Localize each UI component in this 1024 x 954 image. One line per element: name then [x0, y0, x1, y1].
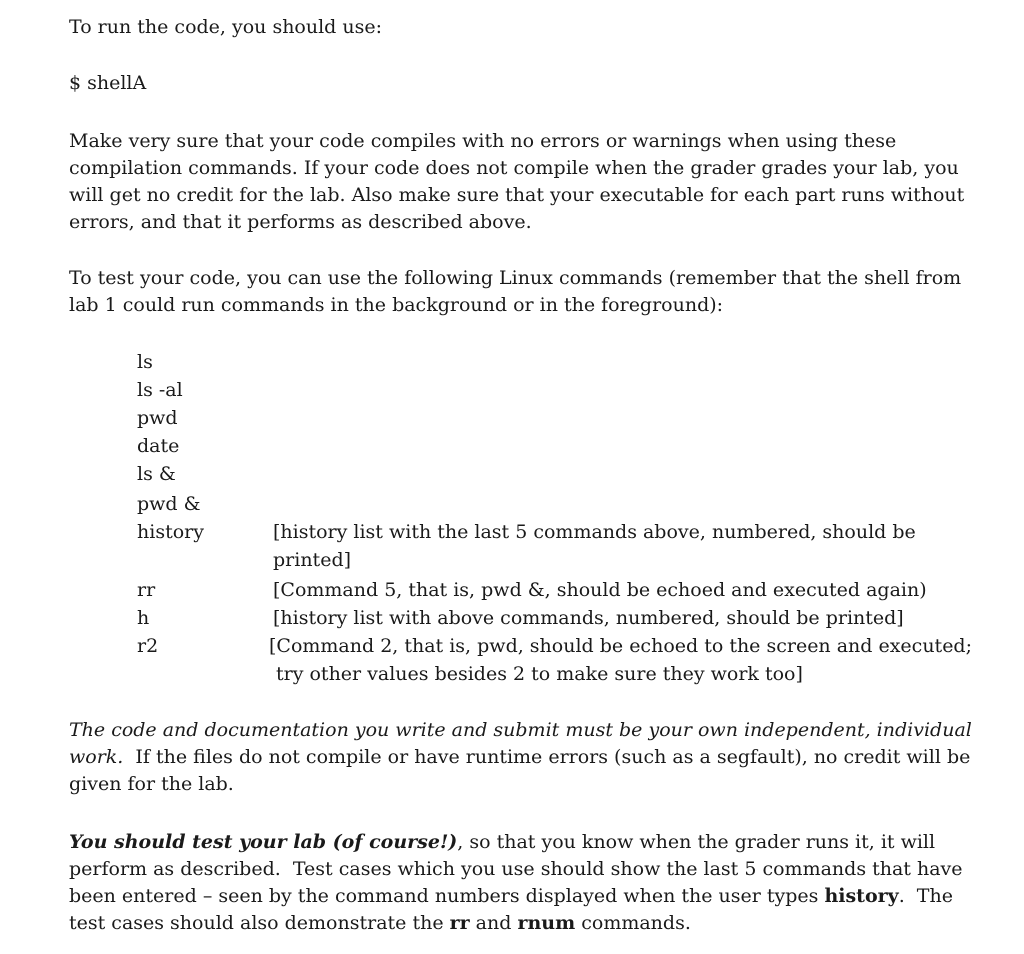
compile-paragraph [69, 128, 969, 236]
paragraph-line [69, 910, 969, 937]
paragraph-line: compilation commands. If your code does not compile when the grader grades your lab, you [69, 157, 959, 179]
command-ls-bg: ls & [137, 463, 176, 485]
testing-text: test cases should also demonstrate the [69, 912, 450, 934]
command-h-desc: [history list with above commands, numbered, should be printed] [273, 607, 904, 629]
testing-text: . The [898, 885, 953, 907]
command-r2-desc: [Command 2, that is, pwd, should be echoed to the screen and executed; [269, 635, 972, 657]
paragraph-line [69, 717, 972, 744]
paragraph-line: To test your code, you can use the following Linux commands (remember that the shell from [69, 267, 962, 289]
command-history-desc: printed] [273, 549, 352, 571]
command-r2: r2 [137, 635, 159, 657]
command-pwd: pwd [137, 407, 178, 429]
paragraph-line: errors, and that it performs as described above. [69, 211, 532, 233]
paragraph-line: lab 1 could run commands in the background or in the foreground): [69, 294, 724, 316]
testing-text: and [469, 912, 518, 934]
testing-text: commands. [575, 912, 691, 934]
command-h: h [137, 607, 150, 629]
command-rr-desc: [Command 5, that is, pwd &, should be echoed and executed again) [273, 579, 927, 601]
integrity-paragraph [69, 717, 972, 798]
test-intro-paragraph [69, 265, 969, 319]
rr-keyword: rr [449, 912, 470, 934]
command-date: date [137, 435, 180, 457]
integrity-italic: The code and documentation you write and submit must be your own independent, individual [69, 719, 972, 741]
paragraph-line [69, 744, 969, 771]
integrity-text: If the files do not compile or have runtime errors (such as a segfault), no credit will be [123, 746, 971, 768]
run-heading: To run the code, you should use: [69, 16, 383, 38]
rnum-keyword: rnum [517, 912, 576, 934]
paragraph-line: given for the lab. [69, 773, 234, 795]
paragraph-line: will get no credit for the lab. Also make sure that your executable for each part runs without [69, 184, 965, 206]
testing-emphasis: You should test your lab (of course!) [69, 831, 458, 853]
testing-paragraph [69, 829, 969, 937]
paragraph-line: Make very sure that your code compiles with no errors or warnings when using these [69, 130, 897, 152]
history-keyword: history [824, 885, 899, 907]
testing-text: been entered – seen by the command numbers displayed when the user types [69, 885, 825, 907]
command-pwd-bg: pwd & [137, 493, 201, 515]
run-command: $ shellA [69, 72, 147, 94]
paragraph-line: perform as described. Test cases which you use should show the last 5 commands that have [69, 858, 963, 880]
testing-text: , so that you know when the grader runs it, it will [457, 831, 936, 853]
paragraph-line [69, 829, 969, 856]
paragraph-line [69, 883, 969, 910]
command-r2-desc: try other values besides 2 to make sure they work too] [276, 663, 803, 685]
command-ls: ls [137, 351, 153, 373]
command-rr: rr [137, 579, 156, 601]
command-ls-al: ls -al [137, 379, 183, 401]
command-history: history [137, 521, 204, 543]
command-history-desc: [history list with the last 5 commands above, numbered, should be [273, 521, 916, 543]
integrity-italic: work. [69, 746, 124, 768]
